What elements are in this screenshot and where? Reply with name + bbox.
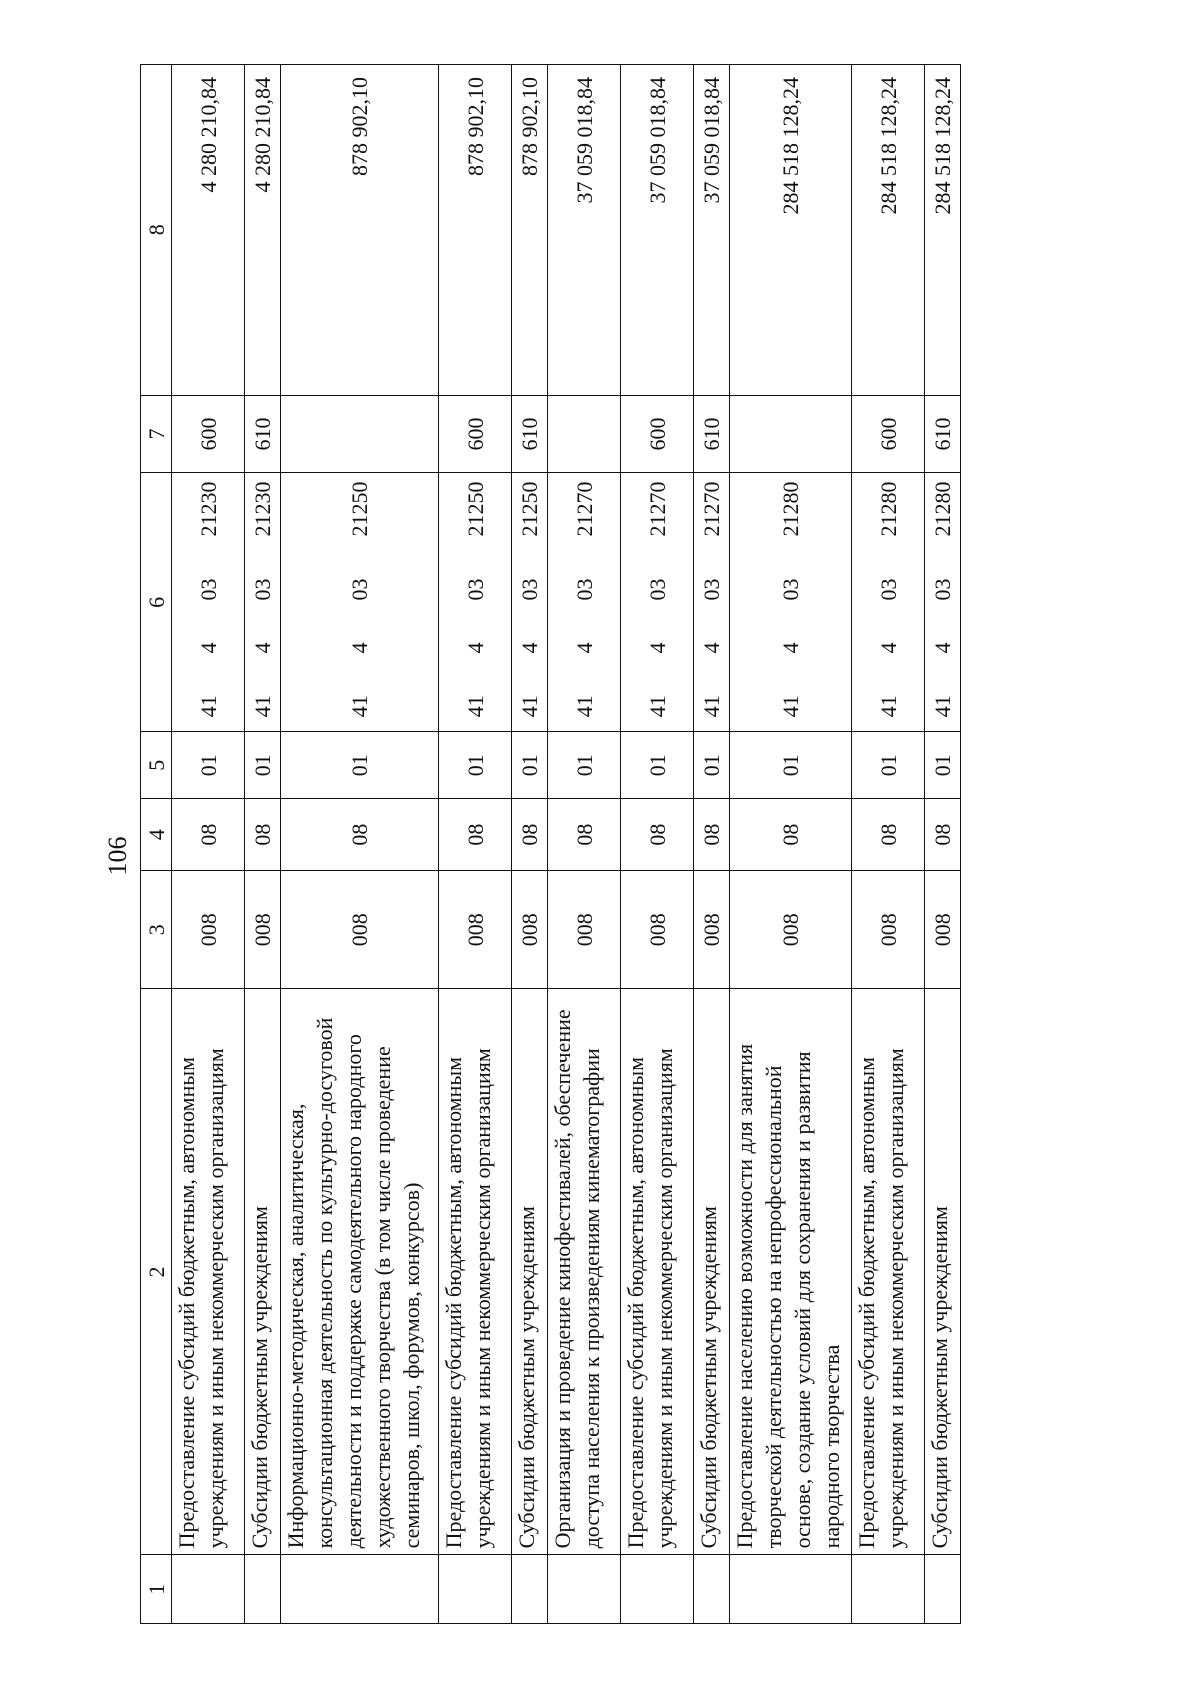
page-number: 106 bbox=[103, 836, 132, 876]
row-number-cell bbox=[245, 1555, 281, 1624]
subsection-code-cell: 01 bbox=[245, 732, 281, 799]
target-article-part: 21230 bbox=[195, 481, 221, 537]
subsection-code-cell: 01 bbox=[925, 732, 961, 799]
target-article-part: 21270 bbox=[571, 481, 597, 537]
table-row bbox=[852, 65, 925, 1624]
description-cell: Предоставление населению возможности для занятия творческой деятельностью на непрофессиональной основе, создание условий для сохранения и развития народного творчества bbox=[730, 989, 852, 1555]
subsection-code-cell: 01 bbox=[548, 732, 621, 799]
target-article-part: 03 bbox=[875, 578, 901, 601]
section-code-cell: 08 bbox=[172, 799, 245, 871]
target-article-cell bbox=[512, 473, 548, 732]
row-number-cell bbox=[172, 1555, 245, 1624]
target-article-part: 4 bbox=[930, 642, 955, 654]
target-article-part: 03 bbox=[571, 578, 597, 601]
target-article-part: 03 bbox=[930, 578, 955, 601]
target-article-part: 21280 bbox=[875, 481, 901, 537]
subsection-code-cell: 01 bbox=[621, 732, 694, 799]
table-row bbox=[512, 65, 548, 1624]
target-article-part: 4 bbox=[462, 642, 488, 654]
target-article-part: 21280 bbox=[778, 481, 803, 537]
section-code-cell: 08 bbox=[512, 799, 548, 871]
target-article-part: 21270 bbox=[699, 481, 724, 537]
expense-type-cell: 610 bbox=[245, 395, 281, 473]
table-row bbox=[925, 65, 961, 1624]
header-row bbox=[141, 65, 172, 1624]
target-article-cell bbox=[925, 473, 961, 732]
expense-type-cell: 610 bbox=[694, 395, 730, 473]
amount-cell: 37 059 018,84 bbox=[694, 65, 730, 396]
expense-type-cell: 610 bbox=[925, 395, 961, 473]
expense-type-cell bbox=[730, 395, 852, 473]
header-cell: 6 bbox=[141, 473, 172, 732]
target-article-part: 03 bbox=[517, 578, 542, 601]
target-article-part: 41 bbox=[875, 695, 901, 718]
expense-type-cell: 600 bbox=[852, 395, 925, 473]
section-code-cell: 08 bbox=[621, 799, 694, 871]
subsection-code-cell: 01 bbox=[172, 732, 245, 799]
amount-cell: 284 518 128,24 bbox=[925, 65, 961, 396]
amount-cell: 878 902,10 bbox=[439, 65, 512, 396]
header-cell: 2 bbox=[141, 989, 172, 1555]
description-cell: Субсидии бюджетным учреждениям bbox=[512, 989, 548, 1555]
amount-cell: 4 280 210,84 bbox=[245, 65, 281, 396]
target-article-part: 4 bbox=[517, 642, 542, 654]
table-body bbox=[141, 65, 961, 1624]
description-cell: Субсидии бюджетным учреждениям bbox=[925, 989, 961, 1555]
table-row bbox=[621, 65, 694, 1624]
row-number-cell bbox=[621, 1555, 694, 1624]
ministry-code-cell: 008 bbox=[172, 871, 245, 989]
section-code-cell: 08 bbox=[548, 799, 621, 871]
target-article-part: 21250 bbox=[517, 481, 542, 537]
description-cell: Субсидии бюджетным учреждениям bbox=[694, 989, 730, 1555]
target-article-part: 41 bbox=[462, 695, 488, 718]
target-article-cell bbox=[548, 473, 621, 732]
description-cell: Предоставление субсидий бюджетным, автономным учреждениям и иным некоммерческим организациям bbox=[852, 989, 925, 1555]
table-row bbox=[281, 65, 439, 1624]
ministry-code-cell: 008 bbox=[245, 871, 281, 989]
subsection-code-cell: 01 bbox=[281, 732, 439, 799]
table-row bbox=[694, 65, 730, 1624]
ministry-code-cell: 008 bbox=[281, 871, 439, 989]
target-article-cell bbox=[281, 473, 439, 732]
header-cell: 3 bbox=[141, 871, 172, 989]
target-article-part: 41 bbox=[699, 695, 724, 718]
subsection-code-cell: 01 bbox=[852, 732, 925, 799]
target-article-part: 21250 bbox=[462, 481, 488, 537]
target-article-part: 03 bbox=[644, 578, 670, 601]
target-article-cell bbox=[852, 473, 925, 732]
row-number-cell bbox=[694, 1555, 730, 1624]
description-cell: Субсидии бюджетным учреждениям bbox=[245, 989, 281, 1555]
subsection-code-cell: 01 bbox=[439, 732, 512, 799]
target-article-part: 03 bbox=[347, 578, 372, 601]
target-article-part: 21250 bbox=[347, 481, 372, 537]
expense-type-cell: 600 bbox=[621, 395, 694, 473]
target-article-part: 4 bbox=[644, 642, 670, 654]
target-article-cell bbox=[245, 473, 281, 732]
ministry-code-cell: 008 bbox=[730, 871, 852, 989]
target-article-part: 41 bbox=[930, 695, 955, 718]
subsection-code-cell: 01 bbox=[694, 732, 730, 799]
expense-type-cell: 600 bbox=[439, 395, 512, 473]
target-article-cell bbox=[694, 473, 730, 732]
header-cell: 8 bbox=[141, 65, 172, 396]
amount-cell: 284 518 128,24 bbox=[730, 65, 852, 396]
section-code-cell: 08 bbox=[281, 799, 439, 871]
table-row bbox=[548, 65, 621, 1624]
row-number-cell bbox=[512, 1555, 548, 1624]
ministry-code-cell: 008 bbox=[439, 871, 512, 989]
header-cell: 4 bbox=[141, 799, 172, 871]
table-row bbox=[730, 65, 852, 1624]
target-article-part: 4 bbox=[195, 642, 221, 654]
description-cell: Предоставление субсидий бюджетным, автономным учреждениям и иным некоммерческим организациям bbox=[172, 989, 245, 1555]
section-code-cell: 08 bbox=[245, 799, 281, 871]
subsection-code-cell: 01 bbox=[730, 732, 852, 799]
ministry-code-cell: 008 bbox=[852, 871, 925, 989]
description-cell: Предоставление субсидий бюджетным, автономным учреждениям и иным некоммерческим организациям bbox=[621, 989, 694, 1555]
header-cell: 7 bbox=[141, 395, 172, 473]
section-code-cell: 08 bbox=[730, 799, 852, 871]
target-article-part: 4 bbox=[571, 642, 597, 654]
target-article-part: 41 bbox=[778, 695, 803, 718]
ministry-code-cell: 008 bbox=[694, 871, 730, 989]
description-cell: Предоставление субсидий бюджетным, автономным учреждениям и иным некоммерческим организациям bbox=[439, 989, 512, 1555]
budget-table bbox=[140, 64, 961, 1624]
target-article-part: 4 bbox=[347, 642, 372, 654]
target-article-part: 21270 bbox=[644, 481, 670, 537]
ministry-code-cell: 008 bbox=[621, 871, 694, 989]
target-article-part: 03 bbox=[778, 578, 803, 601]
ministry-code-cell: 008 bbox=[548, 871, 621, 989]
target-article-part: 4 bbox=[875, 642, 901, 654]
amount-cell: 878 902,10 bbox=[512, 65, 548, 396]
amount-cell: 878 902,10 bbox=[281, 65, 439, 396]
subsection-code-cell: 01 bbox=[512, 732, 548, 799]
expense-type-cell bbox=[281, 395, 439, 473]
row-number-cell bbox=[730, 1555, 852, 1624]
target-article-part: 03 bbox=[462, 578, 488, 601]
target-article-cell bbox=[730, 473, 852, 732]
description-cell: Информационно-методическая, аналитическая, консультационная деятельность по культурно-досуговой деятельности и поддержке самодеятельного народного художественного творчества (в том числе проведение семинаров, школ, форумов, конкурсов) bbox=[281, 989, 439, 1555]
target-article-cell bbox=[172, 473, 245, 732]
amount-cell: 37 059 018,84 bbox=[548, 65, 621, 396]
table-row bbox=[439, 65, 512, 1624]
target-article-part: 4 bbox=[250, 642, 275, 654]
target-article-cell bbox=[621, 473, 694, 732]
target-article-part: 03 bbox=[250, 578, 275, 601]
expense-type-cell bbox=[548, 395, 621, 473]
target-article-part: 4 bbox=[699, 642, 724, 654]
target-article-part: 41 bbox=[250, 695, 275, 718]
target-article-part: 03 bbox=[195, 578, 221, 601]
amount-cell: 4 280 210,84 bbox=[172, 65, 245, 396]
section-code-cell: 08 bbox=[852, 799, 925, 871]
row-number-cell bbox=[281, 1555, 439, 1624]
section-code-cell: 08 bbox=[925, 799, 961, 871]
target-article-part: 41 bbox=[195, 695, 221, 718]
budget-table-container bbox=[140, 64, 1090, 1624]
header-cell: 1 bbox=[141, 1555, 172, 1624]
amount-cell: 284 518 128,24 bbox=[852, 65, 925, 396]
expense-type-cell: 600 bbox=[172, 395, 245, 473]
section-code-cell: 08 bbox=[694, 799, 730, 871]
row-number-cell bbox=[852, 1555, 925, 1624]
target-article-part: 21280 bbox=[930, 481, 955, 537]
row-number-cell bbox=[439, 1555, 512, 1624]
ministry-code-cell: 008 bbox=[512, 871, 548, 989]
target-article-part: 4 bbox=[778, 642, 803, 654]
target-article-part: 41 bbox=[517, 695, 542, 718]
expense-type-cell: 610 bbox=[512, 395, 548, 473]
target-article-part: 41 bbox=[644, 695, 670, 718]
ministry-code-cell: 008 bbox=[925, 871, 961, 989]
target-article-part: 03 bbox=[699, 578, 724, 601]
target-article-cell bbox=[439, 473, 512, 732]
section-code-cell: 08 bbox=[439, 799, 512, 871]
amount-cell: 37 059 018,84 bbox=[621, 65, 694, 396]
target-article-part: 41 bbox=[571, 695, 597, 718]
description-cell: Организация и проведение кинофестивалей, обеспечение доступа населения к произведениям кинематографии bbox=[548, 989, 621, 1555]
row-number-cell bbox=[925, 1555, 961, 1624]
table-row bbox=[172, 65, 245, 1624]
header-cell: 5 bbox=[141, 732, 172, 799]
row-number-cell bbox=[548, 1555, 621, 1624]
target-article-part: 41 bbox=[347, 695, 372, 718]
table-row bbox=[245, 65, 281, 1624]
target-article-part: 21230 bbox=[250, 481, 275, 537]
